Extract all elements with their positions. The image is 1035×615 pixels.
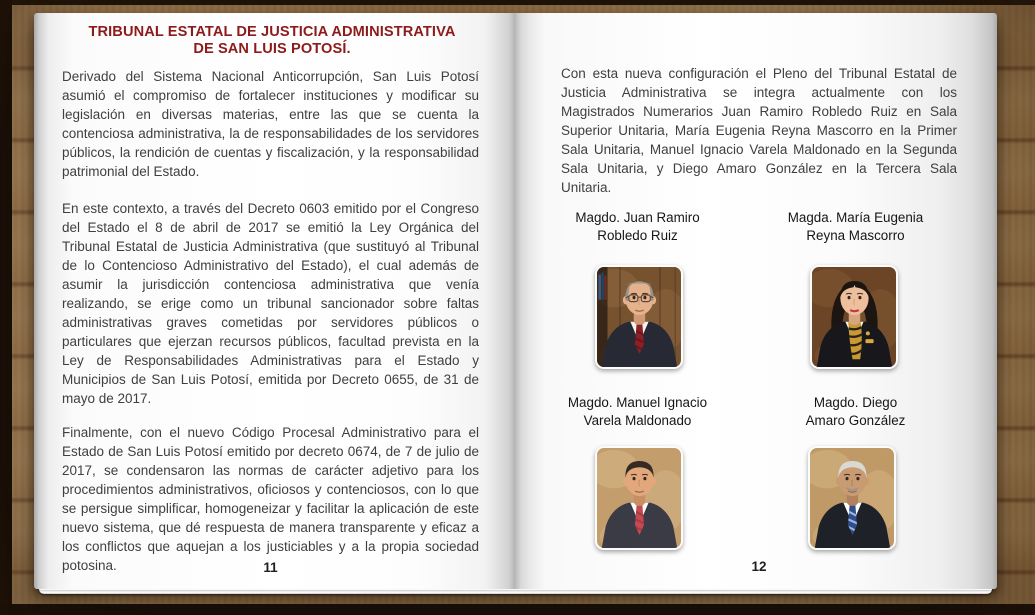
caption-line2: Amaro González [805, 412, 906, 428]
magistrate-photo-amaro [808, 446, 896, 550]
page-number-left: 11 [263, 560, 278, 575]
page-title-line2: DE SAN LUIS POTOSÍ. [193, 40, 351, 57]
portrait-image [812, 267, 896, 367]
caption-line2: Varela Maldonado [583, 412, 692, 428]
frame-edge-bottom [0, 604, 1035, 615]
magistrate-photo-robledo [595, 265, 683, 369]
paragraph-derivado: Derivado del Sistema Nacional Anticorrupción, San Luis Potosí asumió el compromiso de fortalecer instituciones y modificar su legislación en diversas materias, entre las que se cuenta la contenciosa administrativa, la de responsabilidades de los servidores públicos, la rendición de cuentas y fiscalización, y la responsabilidad patrimonial del Estado. [62, 69, 479, 179]
frame-edge-left [0, 0, 12, 615]
page-title [64, 24, 480, 57]
paragraph-finalmente: Finalmente, con el nuevo Código Procesal Administrativo para el Estado de San Luis Potosí emitido por decreto 0674, de 7 de julio de 2017, se condensaron las normas de carácter adjetivo para los procedimientos administrativos, oficiosos y contenciosos, con lo que se persigue simplificar, homogeneizar y facilitar la aplicación de este nuevo sistema, que dé respuesta de manera transparente y eficaz a los conflictos que aquejan a los justiciables y a la propia sociedad potosina. [62, 425, 479, 573]
magistrate-caption-varela [545, 394, 730, 429]
page-left [34, 13, 516, 589]
portrait-image [597, 448, 681, 548]
caption-line2: Reyna Mascorro [806, 227, 905, 243]
open-book [34, 13, 997, 589]
magistrate-caption-reyna [763, 209, 948, 244]
magistrate-caption-amaro [763, 394, 948, 429]
portrait-image [597, 267, 681, 367]
page-right [515, 13, 997, 589]
paragraph-configuracion: Con esta nueva configuración el Pleno del Tribunal Estatal de Justicia Administrativa se integra actualmente con los Magistrados Numerarios Juan Ramiro Robledo Ruiz en Sala Superior Unitaria, María Eugenia Reyna Mascorro en la Primer Sala Unitaria, Manuel Ignacio Varela Maldonado en la Segunda Sala Unitaria, y Diego Amaro González en la Tercera Sala Unitaria. [561, 66, 957, 195]
caption-line1: Magda. María Eugenia [787, 210, 924, 225]
caption-line2: Robledo Ruiz [597, 227, 678, 243]
magistrate-photo-reyna [810, 265, 898, 369]
caption-line1: Magdo. Juan Ramiro [575, 210, 700, 225]
caption-line1: Magdo. Manuel Ignacio [567, 395, 708, 410]
paragraph-contexto: En este contexto, a través del Decreto 0603 emitido por el Congreso del Estado el 8 de abril de 2017 se emitió la Ley Orgánica del Tribunal Estatal de Justicia Administrativa (que sustituyó al Tribunal de lo Contencioso Administrativo del Estado), el cual además de asumir la jurisdicción contenciosa administrativa que venía realizando, se erige como un tribunal sancionador sobre faltas administrativas graves cometidas por servidores públicos o particulares que ejerzan recursos públicos, facultad prevista en la Ley de Responsabilidades Administrativas para el Estado y Municipios de San Luis Potosí, emitida por Decreto 0655, de 31 de mayo de 2017. [62, 201, 479, 406]
page-title-line1: TRIBUNAL ESTATAL DE JUSTICIA ADMINISTRATIVA [88, 24, 456, 40]
magistrate-caption-robledo [545, 209, 730, 244]
portrait-image [810, 448, 894, 548]
page-number-right: 12 [751, 559, 767, 574]
caption-line1: Magdo. Diego [813, 395, 898, 410]
magistrate-photo-varela [595, 446, 683, 550]
frame-edge-top [0, 0, 1035, 5]
